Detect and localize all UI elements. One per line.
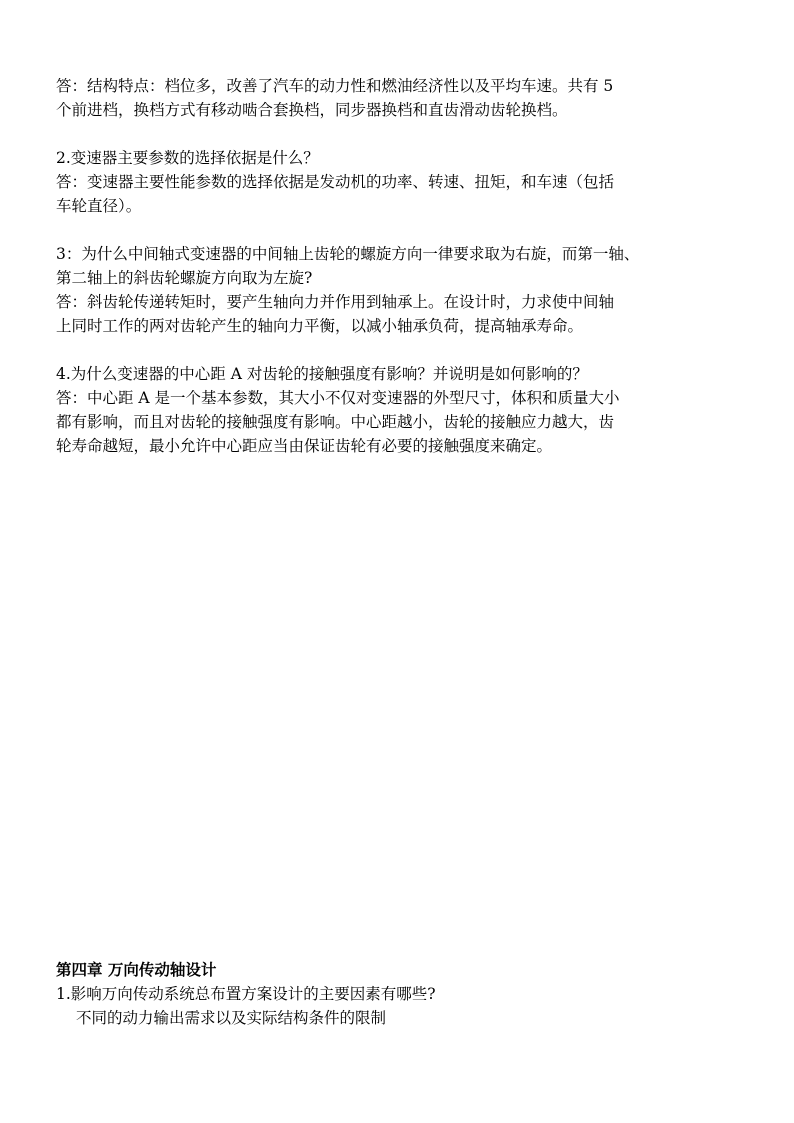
answer-text-line: 上同时工作的两对齿轮产生的轴向力平衡，以减小轴承负荷，提高轴承寿命。 — [56, 317, 584, 335]
answer-text-line: 车轮直径）。 — [56, 197, 142, 215]
answer-text-line: 个前进档，换档方式有移动啮合套换档，同步器换档和直齿滑动齿轮换档。 — [56, 101, 568, 119]
question-4: 4.为什么变速器的中心距 A 对齿轮的接触强度有影响？并说明是如何影响的？ — [56, 365, 588, 383]
answer-text-line: 不同的动力输出需求以及实际结构条件的限制 — [76, 1009, 387, 1027]
question-1: 1.影响万向传动系统总布置方案设计的主要因素有哪些? — [56, 985, 436, 1003]
answer-text-line: 答：变速器主要性能参数的选择依据是发动机的功率、转速、扭矩，和车速（包括 — [56, 173, 615, 191]
answer-text-line: 答：中心距 A 是一个基本参数，其大小不仅对变速器的外型尺寸，体积和质量大小 — [56, 389, 620, 407]
question-3-continued: 第二轴上的斜齿轮螺旋方向取为左旋? — [56, 269, 313, 287]
question-3: 3：为什么中间轴式变速器的中间轴上齿轮的螺旋方向一律要求取为右旋，而第一轴、 — [56, 245, 640, 263]
answer-text-line: 轮寿命越短，最小允许中心距应当由保证齿轮有必要的接触强度来确定。 — [56, 437, 553, 455]
answer-text-line: 答：斜齿轮传递转矩时，要产生轴向力并作用到轴承上。在设计时，力求使中间轴 — [56, 293, 615, 311]
question-2: 2.变速器主要参数的选择依据是什么？ — [56, 149, 319, 167]
chapter-title: 第四章 万向传动轴设计 — [56, 960, 217, 979]
answer-text-line: 都有影响，而且对齿轮的接触强度有影响。中心距越小，齿轮的接触应力越大，齿 — [56, 413, 615, 431]
answer-text-line: 答：结构特点：档位多，改善了汽车的动力性和燃油经济性以及平均车速。共有 5 — [56, 77, 614, 95]
